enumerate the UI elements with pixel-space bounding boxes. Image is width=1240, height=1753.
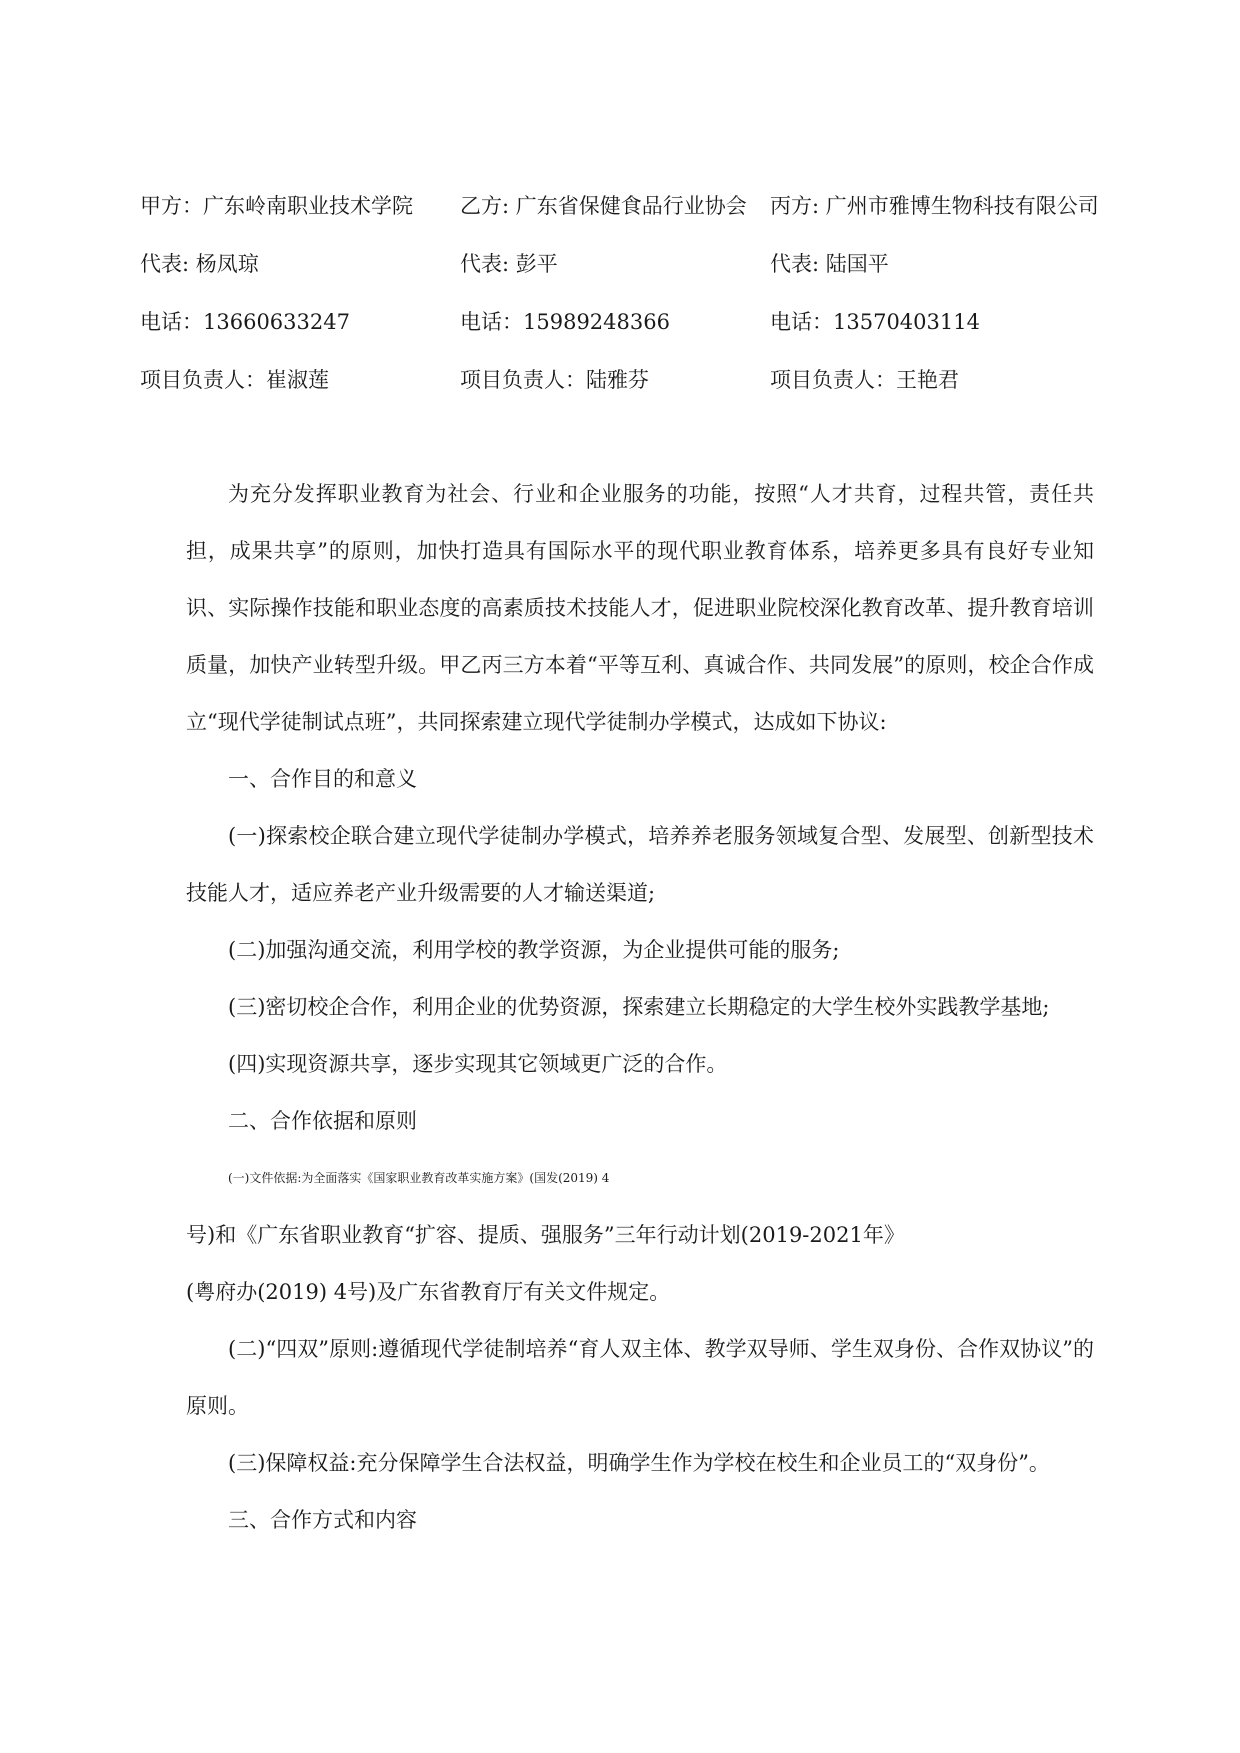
section-2-item-1-line-2: 号)和《广东省职业教育“扩容、提质、强服务”三年行动计划(2019-2021年》 bbox=[186, 1223, 905, 1247]
parties-block bbox=[140, 186, 1100, 418]
section-2-item-1-line-3: (粤府办(2019) 4号)及广东省教育厅有关文件规定。 bbox=[186, 1280, 671, 1304]
agreement-body bbox=[186, 466, 1094, 1549]
party-a-lead: 项目负责人：崔淑莲 bbox=[140, 368, 329, 392]
party-c-lead: 项目负责人：王艳君 bbox=[770, 368, 959, 392]
section-2-item-3: (三)保障权益:充分保障学生合法权益，明确学生作为学校在校生和企业员工的“双身份”。 bbox=[228, 1451, 1050, 1475]
section-1-item-4: (四)实现资源共享，逐步实现其它领域更广泛的合作。 bbox=[228, 1052, 728, 1076]
party-b-phone: 电话：15989248366 bbox=[460, 310, 670, 334]
section-2-item-2: (二)“四双”原则:遵循现代学徒制培养“育人双主体、教学双导师、学生双身份、合作双协议”的原则。 bbox=[186, 1337, 1094, 1418]
section-1-item-1: (一)探索校企联合建立现代学徒制办学模式，培养养老服务领域复合型、发展型、创新型技术技能人才，适应养老产业升级需要的人才输送渠道; bbox=[186, 824, 1094, 905]
section-1-item-2: (二)加强沟通交流，利用学校的教学资源，为企业提供可能的服务; bbox=[228, 938, 840, 962]
party-b-name: 乙方: 广东省保健食品行业协会 bbox=[460, 194, 747, 218]
party-a-name: 甲方：广东岭南职业技术学院 bbox=[140, 194, 413, 218]
intro-paragraph: 为充分发挥职业教育为社会、行业和企业服务的功能，按照“人才共育，过程共管，责任共担，成果共享”的原则，加快打造具有国际水平的现代职业教育体系，培养更多具有良好专业知识、实际操作技能和职业态度的高素质技术技能人才，促进职业院校深化教育改革、提升教育培训质量，加快产业转型升级。甲乙丙三方本着“平等互利、真诚合作、共同发展”的原则，校企合作成立“现代学徒制试点班”，共同探索建立现代学徒制办学模式，达成如下协议: bbox=[186, 482, 1094, 734]
party-b-rep: 代表: 彭平 bbox=[460, 252, 558, 276]
party-c-name: 丙方: 广州市雅博生物科技有限公司 bbox=[770, 194, 1099, 218]
party-leads-row bbox=[140, 360, 1100, 418]
party-names-row bbox=[140, 186, 1100, 244]
party-a-rep: 代表: 杨凤琼 bbox=[140, 252, 259, 276]
party-reps-row bbox=[140, 244, 1100, 302]
section-2-heading: 二、合作依据和原则 bbox=[228, 1109, 417, 1133]
section-1-heading: 一、合作目的和意义 bbox=[228, 767, 417, 791]
party-phones-row bbox=[140, 302, 1100, 360]
section-3-heading: 三、合作方式和内容 bbox=[228, 1508, 417, 1532]
section-2-item-1-line-1: (一)文件依据:为全面落实《国家职业教育改革实施方案》(国发(2019) 4 bbox=[228, 1171, 610, 1185]
party-a-phone: 电话：13660633247 bbox=[140, 310, 350, 334]
party-b-lead: 项目负责人：陆雅芬 bbox=[460, 368, 649, 392]
section-1-item-3: (三)密切校企合作，利用企业的优势资源，探索建立长期稳定的大学生校外实践教学基地; bbox=[228, 995, 1050, 1019]
party-c-phone: 电话：13570403114 bbox=[770, 310, 980, 334]
party-c-rep: 代表: 陆国平 bbox=[770, 252, 889, 276]
